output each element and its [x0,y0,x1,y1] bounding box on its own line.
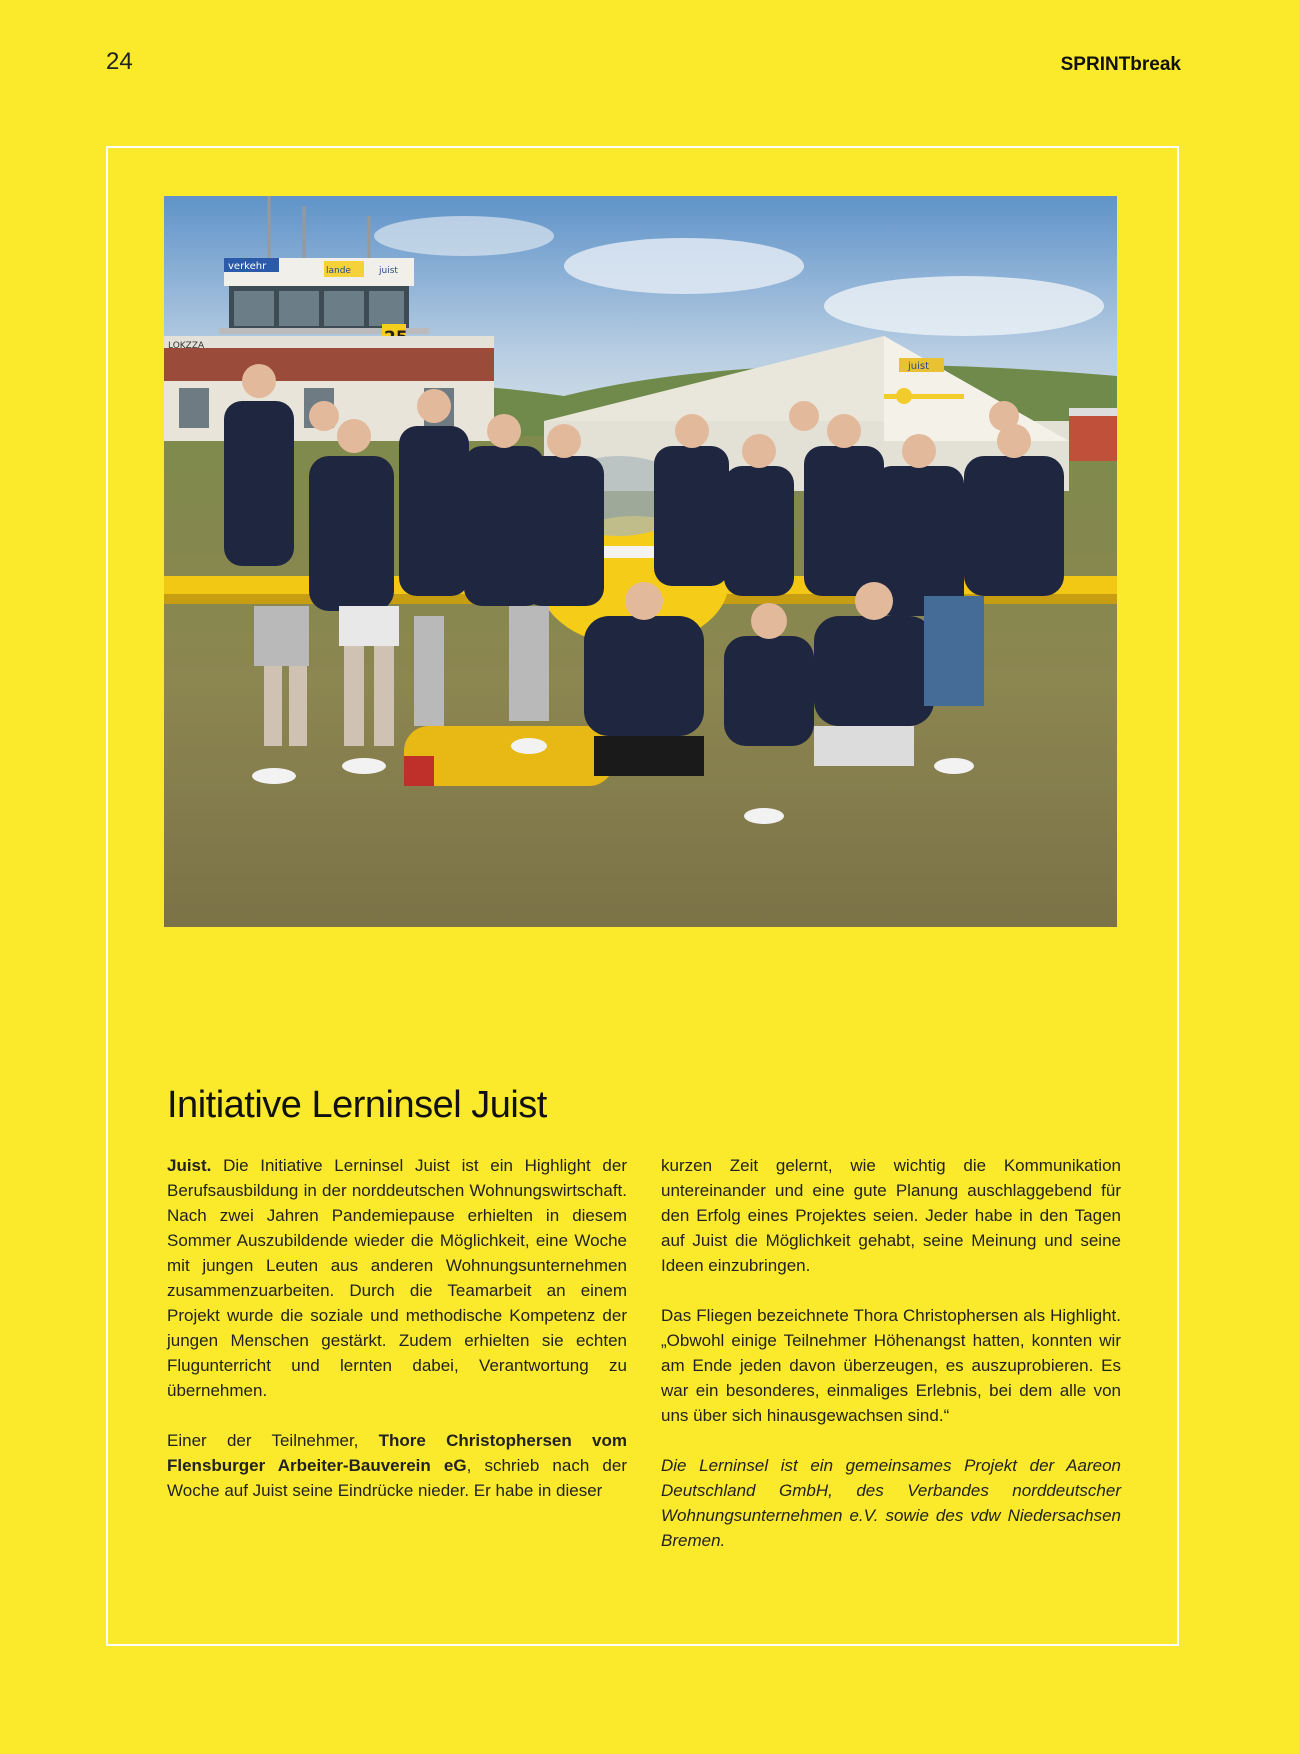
participant-name: Thore Christophersen vom Flensburger Arbeiter-Bauverein eG [167,1431,627,1475]
article-paragraph-2-intro: Einer der Teilnehmer, [167,1431,379,1450]
article-paragraph-2 [167,1428,627,1503]
tower-sign-lande: lande [326,266,351,276]
building-sign: LOKZZA [168,341,205,351]
article-column-left [167,1153,627,1503]
tower-sign-verkehr: verkehr [228,261,267,272]
article-paragraph-2-text: , schrieb nach der Woche auf Juist seine Eindrücke nieder. Er habe in dieser [167,1456,627,1500]
article-column-right [661,1153,1121,1553]
article-paragraph-2-continued: kurzen Zeit gelernt, wie wichtig die Kommunikation untereinander und eine gute Planung auschlaggebend für den Erfolg eines Projektes seien. Jeder habe in den Tagen auf Juist die Möglichkeit gehabt, seine Meinung und seine Ideen einzubringen. [661,1156,1121,1275]
article-dateline: Juist. [167,1156,212,1175]
article-paragraph-1 [167,1153,627,1403]
article-paragraph-1-text: Die Initiative Lerninsel Juist ist ein Highlight der Berufsausbildung in der norddeutschen Wohnungswirtschaft. Nach zwei Jahren Pandemiepause erhielten in diesem Sommer Auszubildende wieder die Möglichkeit, eine Woche mit jungen Leuten aus anderen Wohnungsunternehmen zusammenzuarbeiten. Durch die Teamarbeit an einem Projekt wurde die soziale und methodische Kompetenz der jungen Menschen gestärkt. Zudem erhielten sie echten Flugunterricht und lernten dabei, Verantwortung zu übernehmen. [167,1156,627,1400]
hangar-sign: juist [908,361,930,372]
project-note: Die Lerninsel ist ein gemeinsames Projekt der Aareon Deutschland GmbH, des Verbandes norddeutscher Wohnungsunternehmen e.V. sowie des vdw Niedersachsen Bremen. [661,1456,1121,1550]
magazine-brand: SPRINTbreak [1060,54,1181,75]
tower-sign-juist: juist [379,266,398,276]
group-photo [164,196,1117,927]
article-title: Initiative Lerninsel Juist [167,1084,547,1126]
article-paragraph-3: Das Fliegen bezeichnete Thora Christophersen als Highlight. „Obwohl einige Teilnehmer Höhenangst hatten, konnten wir am Ende jeden davon überzeugen, es auszuprobieren. Es war ein besonderes, einmaliges Erlebnis, bei dem alle von uns über sich hinausgewachsen sind.“ [661,1306,1121,1425]
page-number: 24 [106,48,133,75]
